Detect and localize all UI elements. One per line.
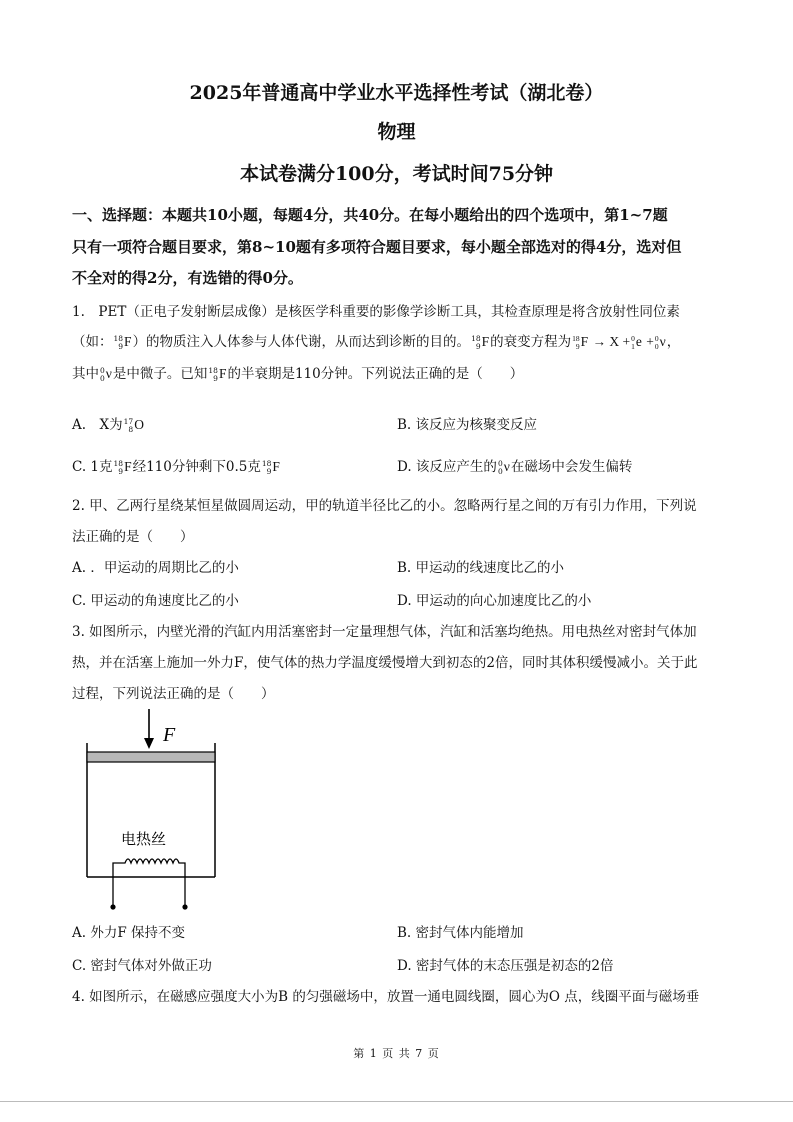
bottom-divider	[0, 1101, 793, 1102]
force-arrowhead	[144, 738, 154, 749]
terminal-right	[182, 904, 187, 909]
q1-option-d[interactable]: D. 该反应产生的 0 0 ν在磁场中会发生偏转	[397, 458, 633, 476]
q4-line1: 4. 如图所示，在磁感应强度大小为B 的匀强磁场中，放置一通电圆线圈，圆心为O 点，线圈平面与磁场垂	[72, 989, 700, 1005]
q1-line3: 其中 0 0 ν是中微子。已知 18 9 F的半衰期是110分钟。下列说法正确的是（ ）	[72, 365, 524, 383]
subject-title: 物理	[377, 121, 416, 143]
decay-equation: 18 9 F → X + 0 1 e + 0 0 ν	[572, 333, 666, 351]
q3-option-c[interactable]: C. 密封气体对外做正功	[72, 958, 212, 974]
nuclide-f18: 18 9 F	[471, 333, 490, 351]
exam-title: 2025年普通高中学业水平选择性考试（湖北卷）	[189, 82, 604, 104]
page-footer: 第 1 页 共 7 页	[353, 1047, 440, 1060]
section-instructions-line2: 只有一项符合题目要求，第8~10题有多项符合题目要求，每小题全部选对的得4分，选对但	[72, 238, 682, 256]
q1-line2: （如： 18 9 F）的物质注入人体参与人体代谢，从而达到诊断的目的。 18 9 F的衰变方程为 18 9 F → X + 0 1 e + 0 0 ν，	[72, 333, 681, 351]
q2-option-d[interactable]: D. 甲运动的向心加速度比乙的小	[397, 593, 592, 609]
heater-coil	[113, 859, 185, 877]
force-label: F	[163, 724, 176, 746]
q3-option-d[interactable]: D. 密封气体的末态压强是初态的2倍	[397, 958, 614, 974]
q3-line2: 热，并在活塞上施加一外力F，使气体的热力学温度缓慢增大到初态的2倍，同时其体积缓慢减小。关于此	[72, 655, 698, 671]
q2-option-c[interactable]: C. 甲运动的角速度比乙的小	[72, 593, 239, 609]
q2-line2: 法正确的是（ ）	[72, 529, 194, 545]
q1-line1: 1. PET（正电子发射断层成像）是核医学科重要的影像学诊断工具，其检查原理是将含放射性同位素	[72, 304, 680, 320]
q3-option-b[interactable]: B. 密封气体内能增加	[397, 925, 524, 941]
q3-line1: 3. 如图所示，内壁光滑的汽缸内用活塞密封一定量理想气体，汽缸和活塞均绝热。用电热丝对密封气体加	[72, 624, 697, 640]
heater-label: 电热丝	[121, 830, 167, 848]
q1-option-a[interactable]: A. X为 17 8 O	[72, 416, 144, 434]
q1-option-b[interactable]: B. 该反应为核聚变反应	[397, 417, 538, 433]
q2-line1: 2. 甲、乙两行星绕某恒星做圆周运动，甲的轨道半径比乙的小。忽略两行星之间的万有引力作用，下列说	[72, 498, 697, 514]
exam-info: 本试卷满分100分，考试时间75分钟	[239, 163, 554, 185]
section-instructions-line1: 一、选择题：本题共10小题，每题4分，共40分。在每小题给出的四个选项中，第1~7题	[72, 206, 668, 224]
nuclide-f18: 18 9 F	[113, 333, 132, 351]
q2-option-b[interactable]: B. 甲运动的线速度比乙的小	[397, 560, 565, 576]
terminal-left	[110, 904, 115, 909]
piston	[87, 752, 215, 762]
q3-line3: 过程，下列说法正确的是（ ）	[72, 686, 275, 702]
nuclide-neutrino: 0 0 ν	[100, 365, 112, 383]
cylinder-figure	[75, 705, 225, 915]
section-instructions-line3: 不全对的得2分，有选错的得0分。	[72, 269, 303, 287]
q2-option-a[interactable]: A. ．甲运动的周期比乙的小	[72, 560, 239, 576]
q1-option-c[interactable]: C. 1克 18 9 F经110分钟剩下0.5克 18 9 F	[72, 458, 280, 476]
q3-option-a[interactable]: A. 外力F 保持不变	[72, 925, 185, 941]
nuclide-f18: 18 9 F	[208, 365, 227, 383]
